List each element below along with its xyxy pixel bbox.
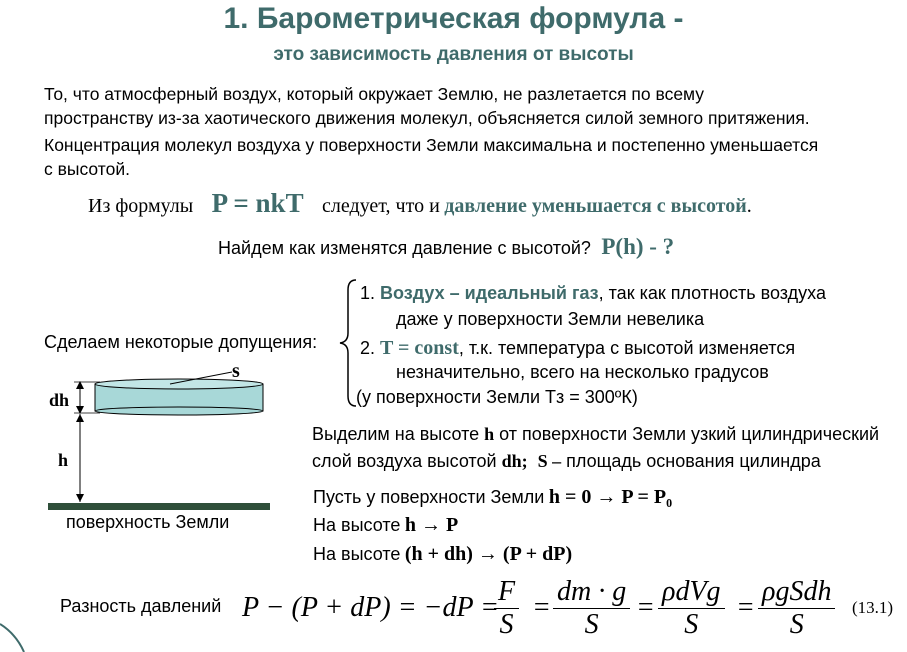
assumption-2	[360, 337, 795, 360]
formula-pnkt: P = nkT	[211, 188, 304, 218]
fraction-3-den: S	[684, 609, 699, 640]
intro-line-4: с высотой.	[44, 159, 130, 179]
step-2-text: На высоте	[313, 515, 401, 535]
assumption-2-num: 2.	[360, 338, 376, 358]
fraction-rhogsdh-s	[758, 576, 835, 641]
equals-3: =	[736, 592, 755, 623]
question-line	[218, 234, 674, 260]
cyl-text-h: h	[484, 424, 495, 444]
step-2-formula: h → P	[404, 514, 459, 536]
formula-highlight: давление уменьшается с высотой	[444, 195, 747, 217]
question-formula: P(h) - ?	[601, 234, 675, 259]
fraction-1-den: S	[499, 609, 514, 640]
label-s: s	[232, 360, 240, 382]
equation-number: (13.1)	[852, 598, 894, 617]
cylinder-bottom	[95, 407, 263, 415]
assumptions-label: Сделаем некоторые допущения:	[44, 332, 318, 352]
ground-surface	[48, 503, 270, 510]
formula-line	[88, 188, 752, 219]
assumption-2-bold: T = const	[380, 337, 459, 359]
question-text: Найдем как изменятся давление с высотой?	[218, 238, 591, 258]
fraction-4-num: ρgSdh	[762, 576, 832, 607]
step-1-formula: h = 0 → P = P₀	[548, 486, 673, 508]
cylinder-diagram	[40, 360, 280, 520]
cyl-text-2a: слой воздуха высотой	[312, 451, 497, 471]
h-arrow-head-down	[76, 494, 84, 502]
formula-suffix: .	[746, 195, 752, 217]
cylinder-text-line-1	[312, 424, 879, 445]
cylinder-text-line-2	[312, 451, 821, 472]
cyl-text-s: S –	[537, 451, 562, 471]
cyl-text-dh: dh;	[501, 451, 528, 471]
assumption-1-line2: даже у поверхности Земли невелика	[396, 309, 705, 329]
fraction-3-num: ρdVg	[662, 576, 721, 607]
fraction-4-den: S	[789, 609, 804, 640]
intro-line-1: То, что атмосферный воздух, который окружает Землю, не разлетается по всему	[44, 84, 705, 104]
equals-2: =	[636, 592, 655, 623]
difference-label: Разность давлений	[60, 596, 222, 616]
fraction-1-num: F	[498, 576, 516, 607]
surface-label: поверхность Земли	[66, 512, 230, 532]
fraction-rhodvg-s	[658, 576, 725, 641]
intro-line-3: Концентрация молекул воздуха у поверхности Земли максимальна и постепенно уменьшается	[44, 135, 819, 155]
h-arrow-head-up	[76, 414, 84, 422]
formula-prefix: Из формулы	[88, 195, 194, 217]
page-subtitle: это зависимость давления от высоты	[273, 44, 634, 65]
assumption-1-rest: , так как плотность воздуха	[598, 283, 826, 303]
step-3-text: На высоте	[313, 544, 401, 564]
step-2	[313, 514, 458, 537]
assumption-2-rest: , т.к. температура с высотой изменяется	[458, 338, 796, 358]
assumption-1-bold: Воздух – идеальный газ	[380, 283, 599, 303]
assumption-1-num: 1.	[360, 283, 376, 303]
cyl-text-1a: Выделим на высоте	[312, 424, 480, 444]
intro-line-2: пространству из-за хаотического движения молекул, объясняется силой земного притяжения.	[44, 108, 810, 128]
assumption-1	[360, 283, 826, 304]
assumption-3: (у поверхности Земли Tз = 300ºК)	[356, 387, 638, 407]
step-3	[313, 543, 572, 566]
corner-arc-icon	[0, 620, 30, 652]
cyl-text-2b: площадь основания цилиндра	[566, 451, 821, 471]
fraction-dmg-s	[553, 576, 630, 641]
fraction-f-s	[494, 576, 519, 641]
difference-lhs: P − (P + dP) = −dP =	[242, 592, 500, 623]
assumption-2-line2: незначительно, всего на несколько градусов	[396, 362, 769, 382]
step-1-text: Пусть у поверхности Земли	[313, 487, 545, 507]
formula-middle: следует, что и	[322, 195, 440, 217]
step-3-formula: (h + dh) → (P + dP)	[404, 543, 573, 565]
label-dh: dh	[49, 390, 70, 410]
fraction-2-den: S	[584, 609, 599, 640]
fraction-2-num: dm · g	[557, 576, 627, 607]
brace-icon	[336, 278, 358, 408]
step-1	[313, 486, 672, 509]
label-h: h	[58, 450, 69, 470]
equals-1: =	[532, 592, 551, 623]
page-title: 1. Барометрическая формула -	[223, 2, 684, 35]
cyl-text-1b: от поверхности Земли узкий цилиндрический	[499, 424, 880, 444]
